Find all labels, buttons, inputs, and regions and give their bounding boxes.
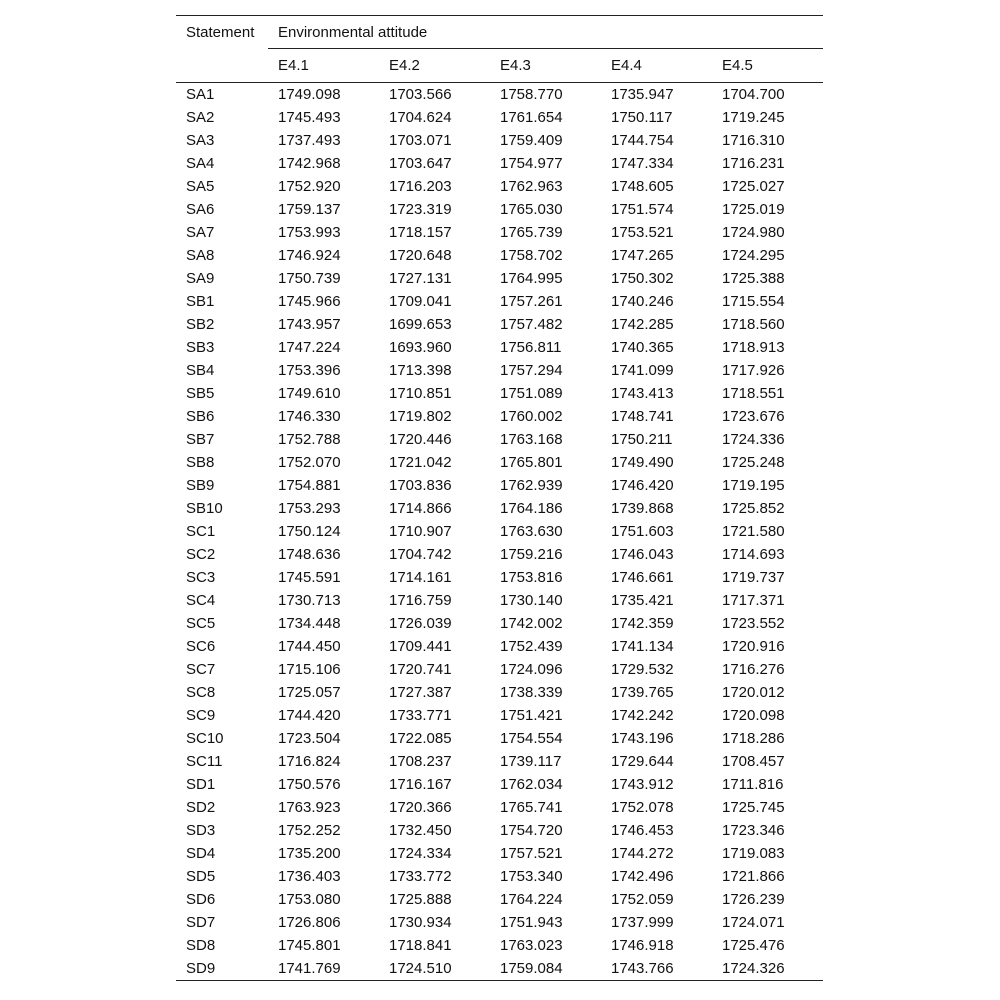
table-cell: 1703.071 [389,132,452,149]
row-label: SB9 [186,477,215,494]
row-label: SD6 [186,891,216,908]
table-row [176,773,823,796]
table-cell: 1765.801 [500,454,563,471]
table-cell: 1743.196 [611,730,674,747]
table-cell: 1734.448 [278,615,341,632]
column-header: E4.3 [490,49,601,83]
table-cell: 1724.510 [379,957,490,981]
table-cell: 1762.963 [500,178,563,195]
table-cell: 1703.566 [389,86,452,103]
table-cell: 1723.346 [722,822,785,839]
column-header: E4.2 [379,49,490,83]
table-cell: 1761.654 [500,109,563,126]
table-cell: 1751.603 [611,523,674,540]
table-cell: 1721.866 [722,868,785,885]
table-cell: 1708.457 [722,753,785,770]
table-row [176,750,823,773]
table-cell: 1746.918 [611,937,674,954]
table-cell: 1725.888 [389,891,452,908]
table-cell: 1719.245 [722,109,785,126]
table-cell: 1753.396 [278,362,341,379]
table-cell: 1723.319 [389,201,452,218]
table-cell: 1748.636 [278,546,341,563]
header-row-group [176,16,823,49]
table-cell: 1759.137 [278,201,341,218]
row-label: SB3 [186,339,215,356]
row-label: SB5 [186,385,215,402]
row-label: SA4 [186,155,215,172]
table-row [176,888,823,911]
table-cell: 1709.441 [389,638,452,655]
table-cell: 1724.096 [500,661,563,678]
table-cell: 1720.366 [389,799,452,816]
table-cell: 1720.446 [389,431,452,448]
table-cell: 1751.421 [500,707,563,724]
table-row [176,474,823,497]
table-cell: 1764.224 [500,891,563,908]
table-cell: 1729.532 [611,661,674,678]
table-cell: 1733.771 [389,707,452,724]
row-label: SD1 [186,776,216,793]
table-cell: 1749.490 [611,454,674,471]
table-cell: 1742.968 [278,155,341,172]
table-cell: 1763.923 [278,799,341,816]
table-cell: 1750.302 [611,270,674,287]
table-cell: 1748.605 [611,178,674,195]
table-cell: 1747.265 [611,247,674,264]
table-cell: 1744.754 [611,132,674,149]
table-cell: 1724.295 [722,247,785,264]
row-label: SA2 [186,109,215,126]
table-cell: 1715.554 [722,293,785,310]
table-cell: 1753.993 [278,224,341,241]
table-cell: 1746.453 [611,822,674,839]
table-row [176,520,823,543]
row-label: SD3 [186,822,216,839]
table-row [176,727,823,750]
table-cell: 1727.131 [389,270,452,287]
table-cell: 1739.868 [611,500,674,517]
table-cell: 1753.293 [278,500,341,517]
table-cell: 1753.340 [500,868,563,885]
table-cell: 1720.098 [722,707,785,724]
column-header: E4.1 [268,49,379,83]
table-row [176,589,823,612]
table-cell: 1746.661 [611,569,674,586]
table-cell: 1752.788 [278,431,341,448]
table-cell: 1725.057 [278,684,341,701]
table-cell: 1725.027 [722,178,785,195]
table-row [176,175,823,198]
table-cell: 1720.916 [722,638,785,655]
table-cell: 1742.496 [611,868,674,885]
table-cell: 1714.693 [722,546,785,563]
row-label: SC11 [186,753,223,770]
table-cell: 1720.012 [722,684,785,701]
environmental-attitude-table [176,15,823,981]
table-cell: 1718.157 [389,224,452,241]
row-label: SA7 [186,224,215,241]
table-cell: 1710.851 [389,385,452,402]
table-cell: 1716.276 [722,661,785,678]
row-label: SA1 [186,86,215,103]
table-cell: 1713.398 [389,362,452,379]
table-cell: 1716.824 [278,753,341,770]
table-cell: 1724.071 [722,914,785,931]
table-cell: 1730.934 [389,914,452,931]
table-cell: 1704.742 [389,546,452,563]
table-cell: 1733.772 [389,868,452,885]
table-cell: 1762.034 [500,776,563,793]
table-cell: 1723.676 [722,408,785,425]
table-cell: 1742.002 [500,615,563,632]
table-cell: 1720.741 [389,661,452,678]
row-label: SB6 [186,408,215,425]
table-cell: 1750.739 [278,270,341,287]
table-cell: 1751.089 [500,385,563,402]
table-cell: 1748.741 [611,408,674,425]
row-label: SA8 [186,247,215,264]
table-cell: 1727.387 [389,684,452,701]
row-label: SA9 [186,270,215,287]
table-cell: 1704.624 [389,109,452,126]
table-cell: 1710.907 [389,523,452,540]
table-cell: 1703.836 [389,477,452,494]
table-row [176,635,823,658]
row-label: SD8 [186,937,216,954]
table-cell: 1744.420 [278,707,341,724]
table-cell: 1735.421 [611,592,674,609]
table-cell: 1746.924 [278,247,341,264]
table-row [176,359,823,382]
header-row-columns [176,49,823,83]
table-cell: 1750.576 [278,776,341,793]
column-header: E4.4 [601,49,712,83]
table-cell: 1742.285 [611,316,674,333]
row-label: SC10 [186,730,224,747]
table-cell: 1747.224 [278,339,341,356]
row-label: SD4 [186,845,216,862]
table-cell: 1732.450 [389,822,452,839]
table-cell: 1715.106 [278,661,341,678]
table-cell: 1754.720 [500,822,563,839]
row-label: SB2 [186,316,215,333]
table-cell: 1740.365 [611,339,674,356]
table-row [176,106,823,129]
row-label: SB10 [186,500,223,517]
row-label: SC9 [186,707,216,724]
table-cell: 1735.947 [611,86,674,103]
row-label: SC4 [186,592,216,609]
table-cell: 1743.413 [611,385,674,402]
table-cell: 1723.504 [278,730,341,747]
table-row [176,313,823,336]
table-cell: 1709.041 [389,293,452,310]
row-label: SA6 [186,201,215,218]
table-cell: 1737.999 [611,914,674,931]
row-label: SD7 [186,914,216,931]
table-cell: 1704.700 [722,86,785,103]
table-row [176,842,823,865]
row-label: SC5 [186,615,216,632]
table-cell: 1763.023 [500,937,563,954]
table-row [176,658,823,681]
table-cell: 1743.912 [611,776,674,793]
table-cell: 1763.168 [500,431,563,448]
table-cell: 1743.957 [278,316,341,333]
table-cell: 1725.388 [722,270,785,287]
table-cell: 1765.741 [500,799,563,816]
table-row [176,865,823,888]
table-row [176,612,823,635]
table-row [176,336,823,359]
table-row [176,428,823,451]
table-cell: 1753.080 [278,891,341,908]
table-cell: 1716.759 [389,592,452,609]
table-cell: 1740.246 [611,293,674,310]
table-cell: 1745.493 [278,109,341,126]
table-row [176,451,823,474]
table-cell: 1718.841 [389,937,452,954]
group-header: Environmental attitude [268,16,823,49]
table-cell: 1753.521 [611,224,674,241]
table-cell: 1718.286 [722,730,785,747]
table-row [176,704,823,727]
table-cell: 1751.943 [500,914,563,931]
stub-header-empty [176,49,268,83]
table-cell: 1739.117 [500,753,562,770]
table-cell: 1730.713 [278,592,341,609]
row-label: SA3 [186,132,215,149]
table-cell: 1759.084 [490,957,601,981]
table-cell: 1747.334 [611,155,674,172]
table-row [176,152,823,175]
table-cell: 1718.913 [722,339,785,356]
table-cell: 1716.231 [722,155,785,172]
table-cell: 1741.769 [268,957,379,981]
table-cell: 1765.739 [500,224,563,241]
table-row [176,382,823,405]
table-cell: 1753.816 [500,569,563,586]
table-cell: 1754.881 [278,477,341,494]
table-cell: 1738.339 [500,684,563,701]
row-label: SC8 [186,684,216,701]
row-label: SB8 [186,454,215,471]
table-cell: 1757.482 [500,316,563,333]
table-row [176,934,823,957]
table-cell: 1724.326 [712,957,823,981]
table-cell: 1751.574 [611,201,674,218]
table-cell: 1752.252 [278,822,341,839]
table-row [176,543,823,566]
table-cell: 1725.248 [722,454,785,471]
table-row [176,911,823,934]
table-cell: 1719.737 [722,569,785,586]
table-cell: 1723.552 [722,615,785,632]
table-cell: 1721.580 [722,523,785,540]
table-cell: 1716.203 [389,178,452,195]
table-cell: 1746.330 [278,408,341,425]
table-cell: 1757.521 [500,845,563,862]
table-cell: 1754.554 [500,730,563,747]
table-cell: 1726.806 [278,914,341,931]
table-cell: 1763.630 [500,523,563,540]
table-cell: 1718.560 [722,316,785,333]
table-cell: 1720.648 [389,247,452,264]
table-cell: 1764.995 [500,270,563,287]
table-cell: 1752.078 [611,799,674,816]
table-cell: 1746.043 [611,546,674,563]
table-cell: 1758.702 [500,247,563,264]
table-cell: 1750.117 [611,109,673,126]
table-cell: 1703.647 [389,155,452,172]
table-cell: 1719.195 [722,477,785,494]
table-cell: 1737.493 [278,132,341,149]
table-row [176,244,823,267]
table-cell: 1714.866 [389,500,452,517]
table-cell: 1721.042 [389,454,452,471]
table-row [176,497,823,520]
table-row [176,957,823,981]
table-cell: 1708.237 [389,753,452,770]
table-cell: 1719.083 [722,845,785,862]
table-cell: 1757.261 [500,293,563,310]
table-cell: 1743.766 [601,957,712,981]
table-cell: 1759.216 [500,546,563,563]
table-cell: 1759.409 [500,132,563,149]
table-cell: 1745.591 [278,569,341,586]
table-row [176,405,823,428]
table-row [176,83,823,107]
table-cell: 1764.186 [500,500,563,517]
row-label: SC3 [186,569,216,586]
table-cell: 1745.966 [278,293,341,310]
table-cell: 1718.551 [722,385,785,402]
table-cell: 1752.439 [500,638,563,655]
row-label: SC7 [186,661,216,678]
table-cell: 1744.450 [278,638,341,655]
table-row [176,796,823,819]
table-cell: 1716.167 [389,776,452,793]
table-cell: 1729.644 [611,753,674,770]
table-cell: 1757.294 [500,362,563,379]
table-cell: 1693.960 [389,339,452,356]
table-row [176,681,823,704]
table-cell: 1752.059 [611,891,674,908]
table-cell: 1726.039 [389,615,452,632]
table-cell: 1717.926 [722,362,785,379]
table-cell: 1726.239 [722,891,785,908]
row-label: SD5 [186,868,216,885]
table-row [176,566,823,589]
table-row [176,198,823,221]
table-body [176,83,823,981]
table-cell: 1742.242 [611,707,674,724]
table-cell: 1750.124 [278,523,341,540]
table-cell: 1746.420 [611,477,674,494]
table-cell: 1725.745 [722,799,785,816]
row-label: SB1 [186,293,215,310]
table-cell: 1724.336 [722,431,785,448]
table-cell: 1742.359 [611,615,674,632]
table-cell: 1725.476 [722,937,785,954]
data-table-container [176,15,823,981]
table-cell: 1735.200 [278,845,341,862]
table-cell: 1754.977 [500,155,563,172]
table-cell: 1749.610 [278,385,341,402]
row-label: SA5 [186,178,215,195]
row-label: SC2 [186,546,216,563]
table-cell: 1760.002 [500,408,563,425]
stub-header: Statement [176,16,268,49]
table-cell: 1765.030 [500,201,563,218]
table-cell: 1724.980 [722,224,785,241]
table-cell: 1741.134 [611,638,674,655]
table-cell: 1716.310 [722,132,785,149]
table-cell: 1752.920 [278,178,341,195]
table-cell: 1736.403 [278,868,341,885]
table-cell: 1725.852 [722,500,785,517]
table-row [176,819,823,842]
table-row [176,290,823,313]
table-row [176,221,823,244]
table-cell: 1749.098 [278,86,341,103]
table-row [176,267,823,290]
table-cell: 1752.070 [278,454,341,471]
column-header: E4.5 [712,49,823,83]
table-cell: 1730.140 [500,592,563,609]
row-label: SB7 [186,431,215,448]
table-header [176,16,823,83]
table-cell: 1725.019 [722,201,785,218]
table-cell: 1739.765 [611,684,674,701]
table-cell: 1717.371 [722,592,785,609]
table-cell: 1745.801 [278,937,341,954]
table-cell: 1724.334 [389,845,452,862]
row-label: SC6 [186,638,216,655]
table-cell: 1756.811 [500,339,562,356]
table-cell: 1722.085 [389,730,452,747]
row-label: SB4 [186,362,215,379]
table-row [176,129,823,152]
table-cell: 1744.272 [611,845,674,862]
table-cell: 1711.816 [722,776,784,793]
row-label: SD2 [186,799,216,816]
table-cell: 1741.099 [611,362,674,379]
table-cell: 1758.770 [500,86,563,103]
table-cell: 1762.939 [500,477,563,494]
table-cell: 1719.802 [389,408,452,425]
table-cell: 1750.211 [611,431,673,448]
row-label: SC1 [186,523,216,540]
table-cell: 1714.161 [389,569,452,586]
row-label: SD9 [176,957,268,981]
table-cell: 1699.653 [389,316,452,333]
